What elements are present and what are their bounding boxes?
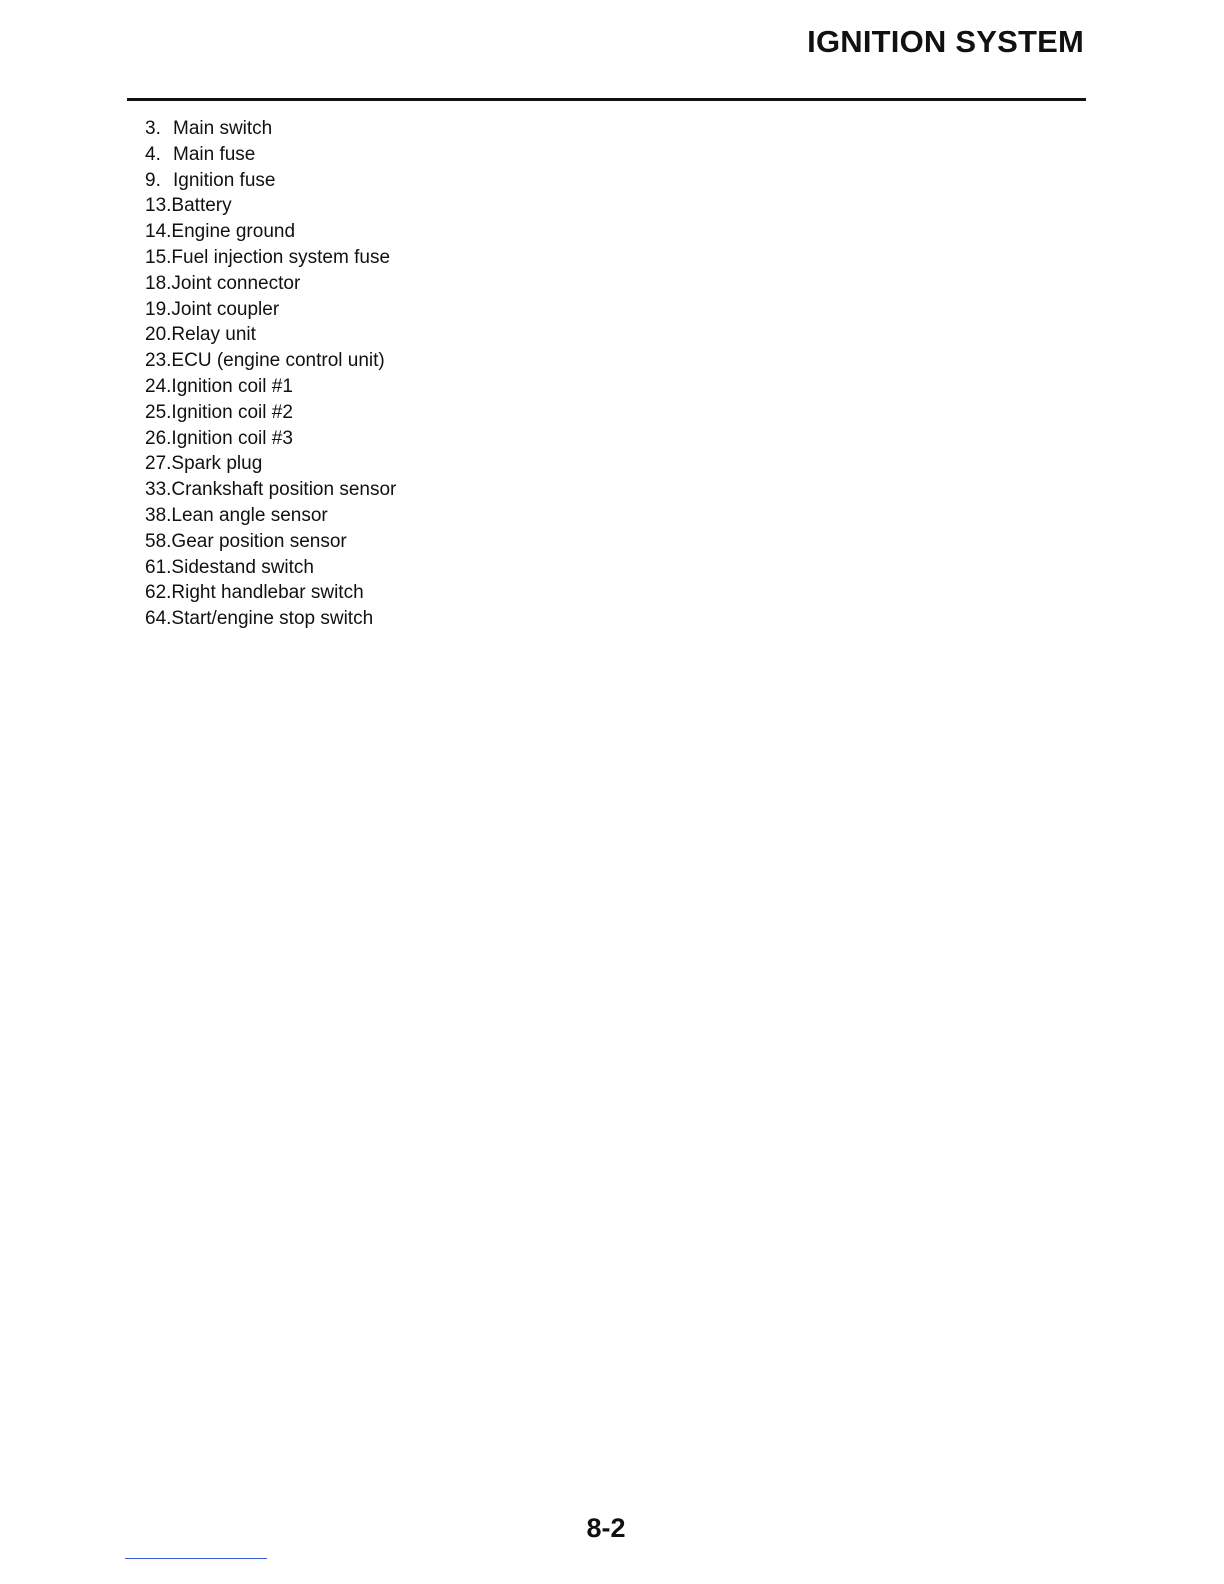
item-label: Main fuse	[173, 143, 256, 165]
list-item	[145, 193, 396, 219]
item-number: 19.	[145, 298, 172, 320]
item-number: 24.	[145, 375, 172, 397]
item-number: 23.	[145, 350, 172, 372]
item-label: Sidestand switch	[171, 556, 314, 578]
footer-link-underline[interactable]	[125, 1558, 267, 1559]
list-item	[145, 529, 396, 555]
item-number: 58.	[145, 530, 172, 552]
list-item	[145, 426, 396, 452]
item-label: Main switch	[173, 118, 273, 139]
item-number: 4.	[145, 143, 161, 165]
item-label: Engine ground	[171, 221, 296, 243]
item-number: 3.	[145, 118, 161, 139]
list-item	[145, 245, 396, 271]
list-item	[145, 580, 396, 606]
list-item	[145, 168, 396, 194]
item-number: 9.	[145, 169, 161, 191]
list-item	[145, 271, 396, 297]
item-label: Crankshaft position sensor	[171, 479, 397, 501]
item-label: Ignition fuse	[173, 169, 276, 191]
list-item	[145, 219, 396, 245]
page-title: IGNITION SYSTEM	[807, 24, 1084, 59]
item-label: Gear position sensor	[171, 530, 347, 552]
item-number: 18.	[145, 272, 172, 294]
item-number: 20.	[145, 324, 172, 346]
list-item	[145, 374, 396, 400]
item-label: Battery	[171, 195, 232, 217]
list-item	[145, 297, 396, 323]
list-item	[145, 400, 396, 426]
item-number: 62.	[145, 582, 172, 604]
item-number: 33.	[145, 479, 172, 501]
item-number: 14.	[145, 221, 172, 243]
item-label: Ignition coil #1	[171, 375, 293, 397]
header-divider	[127, 98, 1086, 101]
list-item	[145, 451, 396, 477]
item-label: Ignition coil #2	[171, 401, 293, 423]
list-item	[145, 116, 396, 142]
item-label: Joint coupler	[171, 298, 280, 320]
item-number: 38.	[145, 504, 172, 526]
component-legend-list	[145, 116, 396, 632]
item-number: 61.	[145, 556, 172, 578]
item-label: Lean angle sensor	[171, 504, 328, 526]
item-number: 15.	[145, 246, 172, 268]
list-item	[145, 142, 396, 168]
item-number: 26.	[145, 427, 172, 449]
item-label: Spark plug	[171, 453, 263, 475]
item-number: 27.	[145, 453, 172, 475]
list-item	[145, 477, 396, 503]
list-item	[145, 348, 396, 374]
item-number: 25.	[145, 401, 172, 423]
item-number: 13.	[145, 195, 172, 217]
item-label: Start/engine stop switch	[171, 608, 374, 630]
list-item	[145, 503, 396, 529]
list-item	[145, 555, 396, 581]
item-label: Joint connector	[171, 272, 301, 294]
item-number: 64.	[145, 608, 172, 630]
item-label: Fuel injection system fuse	[171, 246, 391, 268]
item-label: ECU (engine control unit)	[171, 350, 385, 372]
item-label: Relay unit	[171, 324, 256, 346]
item-label: Right handlebar switch	[171, 582, 364, 604]
item-label: Ignition coil #3	[171, 427, 293, 449]
list-item	[145, 322, 396, 348]
list-item	[145, 606, 396, 632]
page-number: 8-2	[586, 1513, 626, 1543]
